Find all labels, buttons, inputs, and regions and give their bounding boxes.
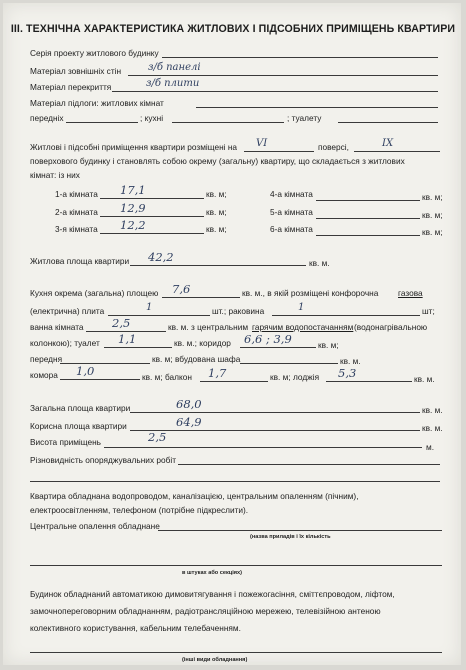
other-caption: (інші види обладнання): [182, 657, 248, 663]
total-area-label: Загальна площа квартири: [30, 403, 131, 413]
total-area-line: [130, 412, 420, 413]
floor-no-line: [244, 151, 314, 152]
rooms-of-label: кімнат: із них: [30, 170, 80, 180]
hot-water-option: гарячим водопостачанням: [252, 322, 354, 332]
other-line: [30, 652, 442, 653]
toilet-label: ; туалету: [287, 113, 322, 123]
corridor-line: [240, 347, 316, 348]
useful-area-unit: кв. м.: [422, 423, 443, 433]
central-heating-line: [158, 530, 442, 531]
loggia-line: [326, 381, 412, 382]
outer-wall-line: [128, 75, 438, 76]
storeys-line: [354, 151, 440, 152]
section-title: III. ТЕХНІЧНА ХАРАКТЕРИСТИКА ЖИТЛОВИХ І ПІДСОБНИХ ПРИМІЩЕНЬ КВАРТИРИ: [10, 23, 456, 35]
bathroom-rest: кв. м. з центральним: [168, 322, 249, 332]
room1-unit: кв. м;: [206, 189, 227, 199]
floor-label: Матеріал підлоги: житлових кімнат: [30, 98, 164, 108]
room6-label: 6-а кімната: [270, 224, 313, 234]
sink-label: шт.; раковина: [212, 306, 265, 316]
devices-line-2: [30, 565, 442, 566]
loggia-unit: кв. м.: [414, 374, 435, 384]
building-eq-text-3: колективного користування, кабельним телебаченням.: [30, 623, 241, 633]
floor-word: поверсі,: [318, 142, 349, 152]
hall-line: [60, 363, 150, 364]
ceiling-line: [112, 91, 438, 92]
kitchen-stove-label: кв. м., в якій розміщені конфорочна: [242, 288, 379, 298]
series-line: [162, 57, 438, 58]
equipped-text-2: електроосвітленням, телефоном (потрібне підкреслити).: [30, 505, 249, 515]
living-area-unit: кв. м.: [309, 258, 330, 268]
room4-label: 4-а кімната: [270, 189, 313, 199]
building-eq-text-2: замочнопереговорним обладнанням, радіотрансляційною мережею, телевізійною антеною: [30, 606, 381, 616]
storeys-value: IX: [382, 138, 394, 149]
column-toilet-label: колонкою); туалет: [30, 338, 100, 348]
hallway-line: [66, 122, 138, 123]
room6-unit: кв. м;: [422, 227, 443, 237]
floor-line: [196, 107, 438, 108]
room2-line: [100, 216, 204, 217]
height-line: [104, 447, 422, 448]
ceiling-value: з/б плити: [146, 78, 200, 89]
total-area-unit: кв. м.: [422, 405, 443, 415]
balcony-label: кв. м; балкон: [142, 372, 192, 382]
room1-label: 1-а кімната: [55, 189, 98, 199]
bathroom-label: ванна кімната: [30, 322, 84, 332]
pantry-label: комора: [30, 370, 58, 380]
central-heating-label: Центральне опалення обладнане: [30, 521, 160, 531]
useful-area-line: [130, 430, 420, 431]
located-label: Житлові і підсобні приміщення квартири розміщені на: [30, 142, 238, 152]
loggia-label: кв. м; лоджія: [270, 372, 320, 382]
living-area-line: [130, 265, 306, 266]
sections-caption: в штуках або секціях): [182, 570, 243, 576]
toilet-area-line: [104, 347, 172, 348]
toilet-line: [338, 122, 438, 123]
kitchen-value: 7,6: [172, 282, 191, 296]
series-label: Серія проекту житлового будинку: [30, 48, 159, 58]
room3-value: 12,2: [120, 218, 146, 232]
room2-unit: кв. м;: [206, 207, 227, 217]
room4-line: [316, 200, 420, 201]
works-label: Різновидність опоряджувальних робіт: [30, 455, 177, 465]
room5-unit: кв. м;: [422, 210, 443, 220]
corridor-value: 6,6 ; 3,9: [244, 332, 292, 346]
toilet-value: 1,1: [118, 332, 137, 346]
room4-unit: кв. м;: [422, 192, 443, 202]
loggia-value: 5,3: [338, 366, 357, 380]
room2-value: 12,9: [120, 201, 146, 215]
kitchen-line: [162, 297, 240, 298]
height-label: Висота приміщень: [30, 437, 102, 447]
kitchens-line: [172, 122, 284, 123]
wardrobe-line: [240, 363, 338, 364]
corridor-label: кв. м.; коридор: [174, 338, 231, 348]
devices-caption: (назва приладів і їх кількість: [250, 534, 331, 540]
floor-no-value: VI: [256, 138, 268, 149]
building-eq-text: Будинок обладнаний автоматикою димовитягування і пожежогасіння, сміттєпроводом, ліфтом,: [30, 589, 395, 599]
height-unit: м.: [426, 442, 435, 452]
water-heater-label: (водонагрівальною: [354, 322, 428, 332]
works-line-2: [30, 481, 440, 482]
sink-line: [272, 315, 420, 316]
hallway-label: передніх: [30, 113, 64, 123]
sink-value: 1: [298, 302, 305, 313]
room1-value: 17,1: [120, 183, 146, 197]
pantry-line: [60, 379, 140, 380]
works-line: [178, 464, 440, 465]
wardrobe-unit: кв. м.: [340, 356, 361, 366]
gas-option: газова: [398, 288, 423, 298]
corridor-unit: кв. м;: [318, 340, 339, 350]
bathroom-value: 2,5: [112, 316, 131, 330]
height-value: 2,5: [148, 430, 167, 444]
balcony-line: [200, 381, 268, 382]
hall-label: передня: [30, 354, 63, 364]
equipped-text: Квартира обладнана водопроводом, каналізацією, центральним опаленням (пічним),: [30, 491, 359, 501]
stove-value: 1: [146, 302, 153, 313]
pantry-value: 1,0: [76, 364, 95, 378]
ceiling-label: Матеріал перекриття: [30, 82, 112, 92]
outer-wall-label: Матеріал зовнішніх стін: [30, 66, 122, 76]
total-area-value: 68,0: [176, 397, 202, 411]
room3-unit: кв. м;: [206, 224, 227, 234]
room6-line: [316, 235, 420, 236]
balcony-value: 1,7: [208, 366, 227, 380]
room5-label: 5-а кімната: [270, 207, 313, 217]
kitchen-label: Кухня окрема (загальна) площею: [30, 288, 159, 298]
sink-unit: шт;: [422, 306, 435, 316]
useful-area-label: Корисна площа квартири: [30, 421, 127, 431]
room3-label: 3-я кімната: [55, 224, 98, 234]
useful-area-value: 64,9: [176, 415, 202, 429]
wardrobe-label: кв. м; вбудована шафа: [152, 354, 241, 364]
electric-stove-label: (електрична) плита: [30, 306, 105, 316]
storey-text: поверхового будинку і становлять собою окрему (загальну) квартиру, що складається з житлових: [30, 156, 405, 166]
room2-label: 2-а кімната: [55, 207, 98, 217]
living-area-label: Житлова площа квартири: [30, 256, 130, 266]
room3-line: [100, 233, 204, 234]
room5-line: [316, 218, 420, 219]
living-area-value: 42,2: [148, 250, 174, 264]
outer-wall-value: з/б панелі: [148, 62, 201, 73]
kitchens-label: ; кухні: [140, 113, 164, 123]
room1-line: [100, 198, 204, 199]
